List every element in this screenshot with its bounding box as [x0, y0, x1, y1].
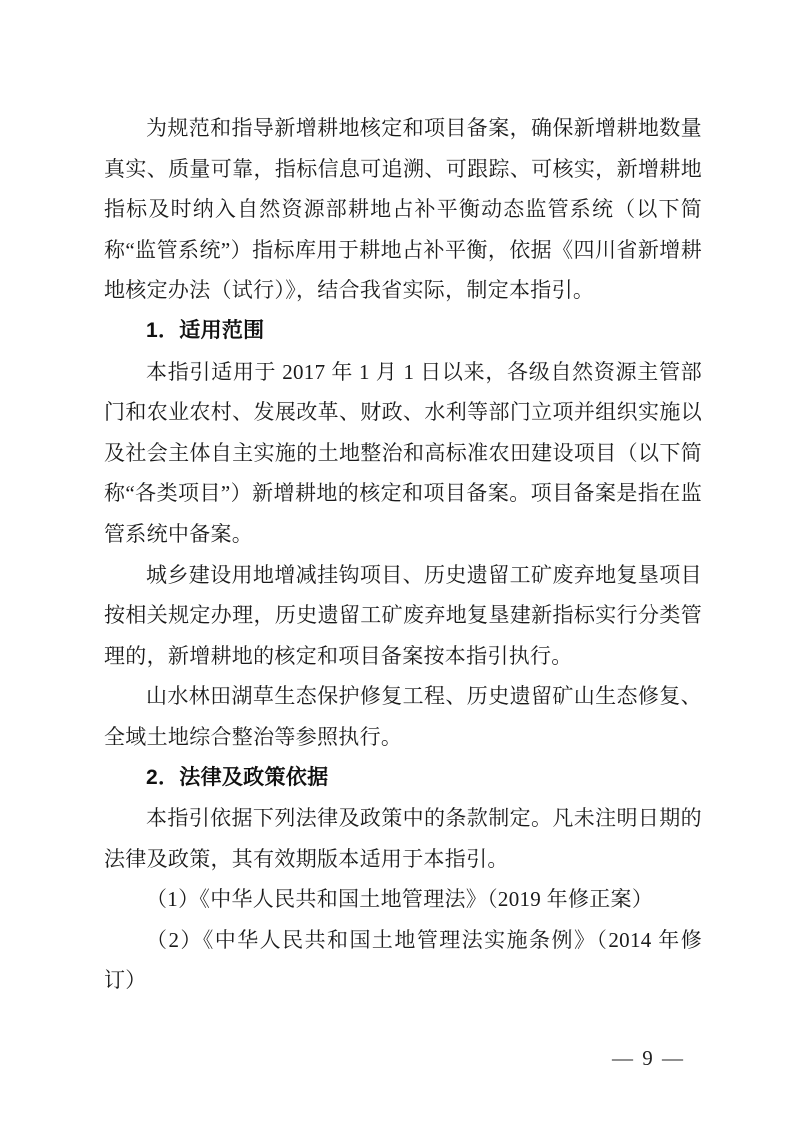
- section1-paragraph-1: 本指引适用于 2017 年 1 月 1 日以来，各级自然资源主管部门和农业农村、发展改革、财政、水利等部门立项并组织实施以及社会主体自主实施的土地整治和高标准农田建设项目（以下简称“各类项目”）新增耕地的核定和项目备案。项目备案是指在监管系统中备案。: [104, 359, 702, 546]
- section1-paragraph-2: 城乡建设用地增减挂钩项目、历史遗留工矿废弃地复垦项目按相关规定办理，历史遗留工矿废弃地复垦建新指标实行分类管理的，新增耕地的核定和项目备案按本指引执行。: [104, 562, 702, 668]
- section1-paragraph-3: 山水林田湖草生态保护修复工程、历史遗留矿山生态修复、全域土地综合整治等参照执行。: [104, 684, 702, 749]
- intro-paragraph: 为规范和指导新增耕地核定和项目备案，确保新增耕地数量真实、质量可靠，指标信息可追溯、可跟踪、可核实，新增耕地指标及时纳入自然资源部耕地占补平衡动态监管系统（以下简称“监管系统”）指标库用于耕地占补平衡，依据《四川省新增耕地核定办法（试行）》，结合我省实际，制定本指引。: [104, 116, 702, 303]
- page-number: — 9 —: [612, 1046, 685, 1070]
- section2-list-item-1: （1）《中华人民共和国土地管理法》（2019 年修正案）: [146, 887, 654, 912]
- section2-list-item-2: （2）《中华人民共和国土地管理法实施条例》（2014 年修订）: [104, 927, 702, 993]
- section2-paragraph-1: 本指引依据下列法律及政策中的条款制定。凡未注明日期的法律及政策，其有效期版本适用于本指引。: [104, 806, 702, 871]
- section1-heading: 1．适用范围: [146, 318, 265, 342]
- section2-heading: 2．法律及政策依据: [146, 765, 329, 789]
- document-body: [104, 108, 702, 1001]
